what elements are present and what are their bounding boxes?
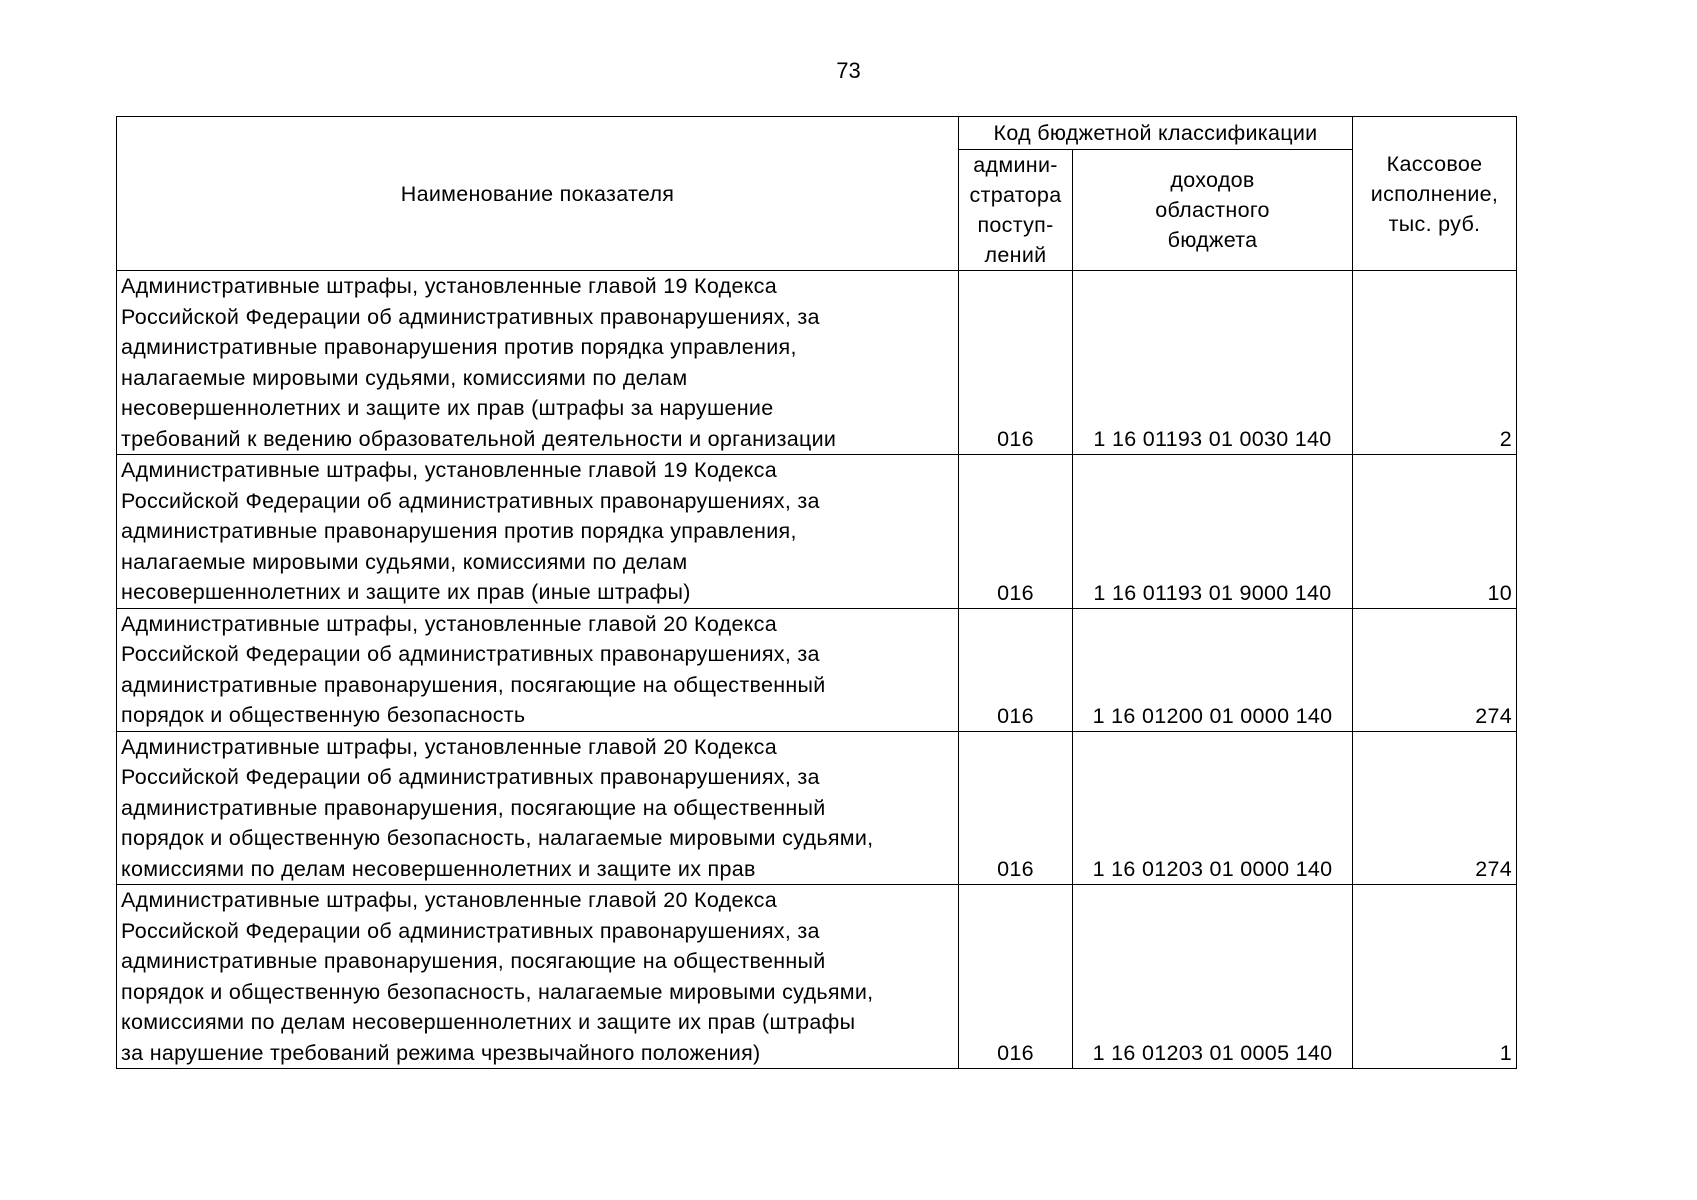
indicator-name-line: административные правонарушения, посягающие на общественный [121,949,826,973]
revenue-code-cell: 1 16 01193 01 0030 140 [1073,271,1353,455]
table-row [117,885,1517,1069]
header-code-line: доходов [1170,168,1255,192]
cash-execution-cell: 1 [1353,885,1517,1069]
table-header [117,117,1517,271]
header-admin-line: лений [984,243,1047,267]
indicator-name-line: Российской Федерации об административных правонарушениях, за [121,488,820,513]
cash-execution-cell: 10 [1353,455,1517,609]
indicator-name-line: требований к ведению образовательной деятельности и организации [121,426,837,451]
header-admin-line: стратора [969,183,1062,207]
indicator-name-line: несовершеннолетних и защите их прав (штрафы за нарушение [121,396,774,420]
revenue-code-cell: 1 16 01203 01 0005 140 [1073,885,1353,1069]
indicator-name-line: административные правонарушения против порядка управления, [121,335,797,359]
indicator-name-line: Административные штрафы, установленные главой 20 Кодекса [121,611,777,636]
administrator-code-cell: 016 [959,608,1073,731]
header-sum-line: Кассовое [1386,151,1483,176]
header-sum-line: исполнение, [1370,181,1499,206]
indicator-name-line: Российской Федерации об административных правонарушениях, за [121,304,820,329]
indicator-name-cell [117,608,959,731]
cash-execution-cell: 274 [1353,731,1517,885]
administrator-code-cell: 016 [959,885,1073,1069]
indicator-name-line: Российской Федерации об административных правонарушениях, за [121,765,820,789]
indicator-name-line: порядок и общественную безопасность, налагаемые мировыми судьями, [121,826,874,850]
budget-table [116,116,1517,1069]
header-indicator-name: Наименование показателя [117,117,959,271]
table-row [117,731,1517,885]
indicator-name-line: порядок и общественную безопасность, налагаемые мировыми судьями, [121,979,874,1004]
indicator-name-line: административные правонарушения против порядка управления, [121,519,797,543]
indicator-name-line: административные правонарушения, посягающие на общественный [121,795,826,820]
indicator-name-cell [117,271,959,455]
indicator-name-line: Административные штрафы, установленные главой 19 Кодекса [121,458,777,482]
indicator-name-line: Административные штрафы, установленные главой 20 Кодекса [121,734,777,759]
table-row [117,455,1517,609]
header-cash-execution [1353,117,1517,271]
page-number: 73 [836,58,861,83]
administrator-code-cell: 016 [959,271,1073,455]
header-budget-classification-code: Код бюджетной классификации [959,117,1353,150]
indicator-name-line: комиссиями по делам несовершеннолетних и защите их прав (штрафы [121,1010,856,1034]
revenue-code-cell: 1 16 01203 01 0000 140 [1073,731,1353,885]
table-body [117,271,1517,1069]
indicator-name-cell [117,885,959,1069]
revenue-code-cell: 1 16 01193 01 9000 140 [1073,455,1353,609]
administrator-code-cell: 016 [959,455,1073,609]
cash-execution-cell: 274 [1353,608,1517,731]
table-row [117,608,1517,731]
administrator-code-cell: 016 [959,731,1073,885]
header-sum-line: тыс. руб. [1388,211,1481,236]
indicator-name-line: налагаемые мировыми судьями, комиссиями по делам [121,365,688,390]
revenue-code-cell: 1 16 01200 01 0000 140 [1073,608,1353,731]
indicator-name-line: административные правонарушения, посягающие на общественный [121,672,826,697]
indicator-name-line: Российской Федерации об административных правонарушениях, за [121,642,820,666]
indicator-name-cell [117,455,959,609]
indicator-name-line: Административные штрафы, установленные главой 19 Кодекса [121,274,777,298]
header-regional-budget-revenue [1073,150,1353,271]
table-row [117,271,1517,455]
cash-execution-cell: 2 [1353,271,1517,455]
header-admin-line: поступ- [977,213,1054,237]
indicator-name-line: порядок и общественную безопасность [121,703,526,727]
indicator-name-line: налагаемые мировыми судьями, комиссиями по делам [121,549,688,574]
header-admin-line: админи- [973,153,1058,177]
header-code-line: бюджета [1167,228,1258,252]
indicator-name-line: за нарушение требований режима чрезвычайного положения) [121,1040,761,1065]
indicator-name-cell [117,731,959,885]
indicator-name-line: Российской Федерации об административных правонарушениях, за [121,918,820,943]
indicator-name-line: несовершеннолетних и защите их прав (иные штрафы) [121,580,691,604]
indicator-name-line: комиссиями по делам несовершеннолетних и защите их прав [121,856,756,881]
header-revenue-administrator [959,150,1073,271]
indicator-name-line: Административные штрафы, установленные главой 20 Кодекса [121,888,777,912]
header-code-line: областного [1155,198,1270,222]
